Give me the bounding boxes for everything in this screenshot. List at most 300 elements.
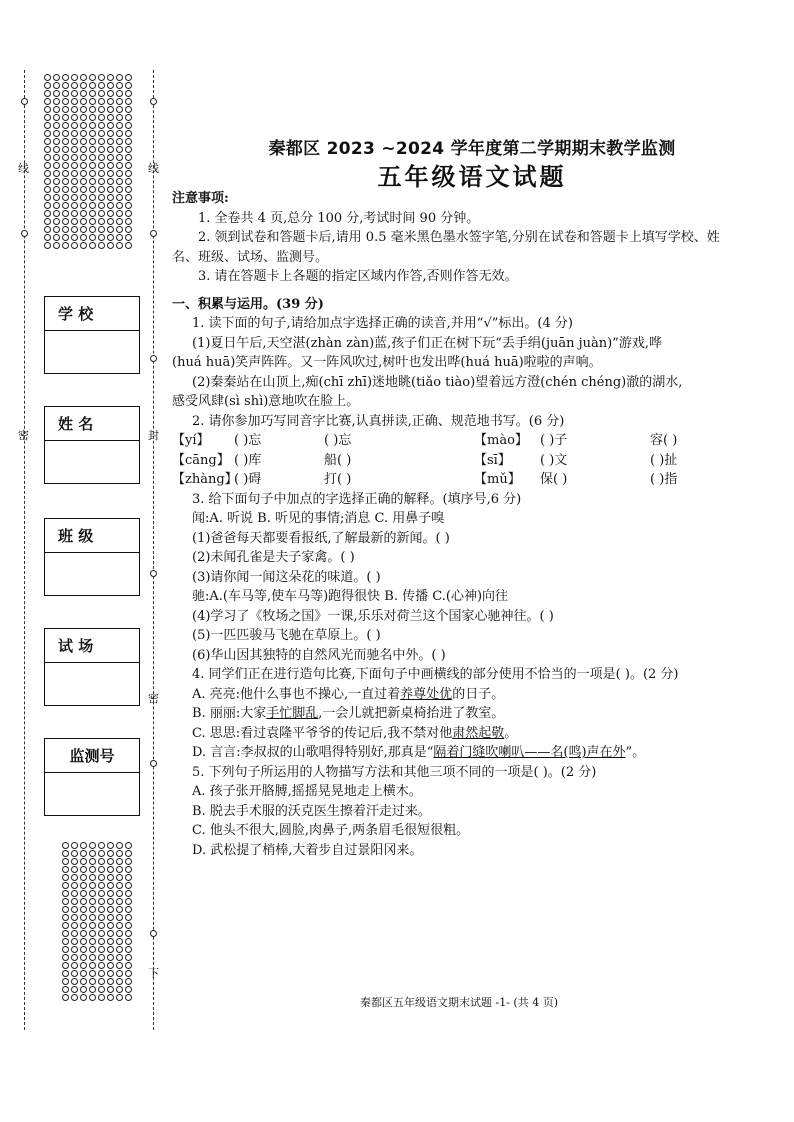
option-c: C. 他头不很大,圆脸,肉鼻子,两条眉毛很短很粗。: [192, 823, 470, 838]
seal-dot: [98, 130, 105, 137]
seal-dot: [62, 922, 69, 929]
seal-dot: [71, 210, 78, 217]
seal-dot: [116, 234, 123, 241]
question-stem: 5. 下列句子所运用的人物描写方法和其他三项不同的一项是( )。(2 分): [192, 764, 597, 780]
seal-dot: [116, 106, 123, 113]
seal-dot: [71, 234, 78, 241]
seal-dot: [98, 210, 105, 217]
seal-dot: [89, 994, 96, 1001]
seal-dot: [44, 130, 51, 137]
seal-dot: [98, 938, 105, 945]
question-item: (6)华山因其独特的自然风光而驰名中外。( ): [192, 647, 446, 663]
seal-dot: [98, 226, 105, 233]
seal-dot: [62, 978, 69, 985]
seal-dot: [89, 914, 96, 921]
seal-dot: [98, 74, 105, 81]
blank-cell[interactable]: ( )子: [540, 433, 568, 448]
blank-cell[interactable]: ( )库: [234, 452, 262, 468]
seal-dot: [98, 930, 105, 937]
seal-dot: [125, 922, 132, 929]
seal-dot: [44, 146, 51, 153]
blank-cell[interactable]: ( )指: [650, 472, 678, 487]
seal-dot: [107, 962, 114, 969]
seal-dot: [107, 874, 114, 881]
cut-label-fold: 密: [148, 692, 159, 705]
seal-dot: [89, 178, 96, 185]
seal-dot: [53, 226, 60, 233]
seal-dot: [80, 122, 87, 129]
seal-dot: [98, 850, 105, 857]
seal-dot: [80, 930, 87, 937]
seal-dot: [80, 114, 87, 121]
seal-dot: [107, 210, 114, 217]
seal-dot: [116, 154, 123, 161]
cut-label-line: 线: [18, 162, 29, 175]
seal-dot: [53, 122, 60, 129]
seal-dot: [80, 938, 87, 945]
seal-dot: [44, 178, 51, 185]
exam-room-field[interactable]: [44, 628, 140, 706]
school-field[interactable]: [44, 296, 140, 374]
blank-cell[interactable]: 打( ): [324, 472, 352, 487]
seal-dot: [107, 242, 114, 249]
seal-dot: [125, 170, 132, 177]
seal-dot: [44, 98, 51, 105]
seal-dot: [44, 122, 51, 129]
seal-dot: [80, 130, 87, 137]
cut-label-fold: 密: [18, 429, 29, 442]
seal-dot: [44, 82, 51, 89]
seal-dot: [71, 882, 78, 889]
seal-dot: [116, 954, 123, 961]
seal-dot: [125, 962, 132, 969]
seal-dot: [71, 866, 78, 873]
seal-dot: [71, 202, 78, 209]
seal-dot: [89, 954, 96, 961]
seal-dot: [125, 954, 132, 961]
seal-dot: [62, 162, 69, 169]
blank-cell[interactable]: 船( ): [324, 452, 352, 468]
seal-dot: [125, 194, 132, 201]
seal-dot: [80, 986, 87, 993]
blank-cell[interactable]: ( )碍: [234, 472, 262, 487]
seal-dot: [89, 194, 96, 201]
option-d: D. 言言:李叔叔的山歌唱得特别好,那真是“隔着门缝吹喇叭——名(鸣)声在外”。: [192, 745, 646, 760]
seal-dot: [89, 146, 96, 153]
seal-dot: [125, 882, 132, 889]
seal-dot: [116, 114, 123, 121]
seal-dot: [125, 874, 132, 881]
cut-mark: [150, 230, 157, 237]
monitor-number-label: 监测号: [45, 739, 139, 773]
seal-dot: [62, 106, 69, 113]
seal-dot: [53, 154, 60, 161]
seal-dot: [53, 242, 60, 249]
seal-dot: [125, 970, 132, 977]
homophone-row: [172, 470, 772, 490]
seal-dot: [62, 850, 69, 857]
seal-dot: [107, 994, 114, 1001]
seal-dot: [44, 114, 51, 121]
seal-dot: [125, 914, 132, 921]
seal-dot: [89, 986, 96, 993]
seal-dot: [71, 146, 78, 153]
seal-dot: [125, 842, 132, 849]
seal-dot: [62, 234, 69, 241]
seal-dot: [71, 218, 78, 225]
cut-mark: [150, 760, 157, 767]
seal-dot: [62, 178, 69, 185]
seal-dot: [71, 226, 78, 233]
question-item: (1)爸爸每天都要看报纸,了解最新的新闻。( ): [192, 530, 450, 546]
question-line: 感受风肆(sì shì)意地吹在脸上。: [172, 394, 360, 409]
seal-dot: [62, 906, 69, 913]
blank-cell[interactable]: ( )文: [540, 452, 568, 468]
seal-dot: [80, 186, 87, 193]
seal-dot: [53, 218, 60, 225]
seal-dot: [62, 202, 69, 209]
seal-dot: [89, 242, 96, 249]
seal-dot: [80, 218, 87, 225]
notice-item: 2. 领到试卷和答题卡后,请用 0.5 毫米黑色墨水签字笔,分别在试卷和答题卡上填写学校、姓: [198, 230, 720, 245]
seal-dot: [71, 98, 78, 105]
seal-dots-bottom: [62, 842, 132, 1001]
seal-dot: [80, 98, 87, 105]
seal-dot: [44, 162, 51, 169]
option-d: D. 武松提了梢棒,大着步自过景阳冈来。: [192, 842, 423, 858]
question-item: (2)未闻孔雀是夫子家禽。( ): [192, 550, 355, 565]
seal-dot: [98, 978, 105, 985]
seal-dot: [125, 90, 132, 97]
seal-dot: [80, 202, 87, 209]
seal-dot: [125, 98, 132, 105]
seal-dot: [98, 242, 105, 249]
seal-dot: [125, 890, 132, 897]
seal-dot: [62, 194, 69, 201]
seal-dot: [62, 866, 69, 873]
seal-dot: [116, 946, 123, 953]
seal-dot: [53, 170, 60, 177]
seal-dot: [107, 194, 114, 201]
seal-dot: [89, 882, 96, 889]
page-footer: 秦都区五年级语文期末试题 -1- (共 4 页): [360, 996, 558, 1009]
seal-dot: [98, 970, 105, 977]
seal-dot: [62, 890, 69, 897]
name-field[interactable]: [44, 406, 140, 484]
seal-dot: [62, 98, 69, 105]
seal-dot: [89, 90, 96, 97]
question-stem: 4. 同学们正在进行造句比赛,下面句子中画横线的部分使用不恰当的一项是( )。(2 分): [192, 667, 679, 682]
question-item: (5)一匹匹骏马飞驰在草原上。( ): [192, 628, 381, 643]
seal-dot: [107, 162, 114, 169]
seal-dot: [116, 962, 123, 969]
seal-dot: [89, 874, 96, 881]
seal-dot: [116, 858, 123, 865]
seal-dot: [116, 194, 123, 201]
seal-dot: [62, 994, 69, 1001]
seal-dot: [98, 98, 105, 105]
seal-dot: [125, 154, 132, 161]
seal-dot: [44, 74, 51, 81]
monitor-number-field[interactable]: [44, 738, 140, 816]
seal-dot: [53, 90, 60, 97]
seal-dot: [80, 106, 87, 113]
seal-dot: [71, 90, 78, 97]
question-stem: 3. 给下面句子中加点的字选择正确的解释。(填序号,6 分): [192, 491, 522, 507]
seal-dot: [44, 138, 51, 145]
seal-dot: [71, 954, 78, 961]
seal-dot: [107, 858, 114, 865]
seal-dot: [107, 178, 114, 185]
seal-dot: [125, 906, 132, 913]
seal-dot: [71, 858, 78, 865]
seal-dot: [107, 930, 114, 937]
seal-dot: [80, 858, 87, 865]
pinyin-cell: 【mào】: [474, 433, 528, 448]
blank-cell[interactable]: 容( ): [650, 433, 678, 448]
seal-dot: [98, 898, 105, 905]
seal-dot: [80, 898, 87, 905]
seal-dot: [71, 130, 78, 137]
seal-dot: [80, 842, 87, 849]
seal-dot: [107, 898, 114, 905]
seal-dot: [116, 130, 123, 137]
seal-dot: [107, 906, 114, 913]
option-b: B. 脱去手术服的沃克医生擦着汗走过来。: [192, 803, 431, 819]
seal-dot: [71, 162, 78, 169]
homophone-row: [172, 431, 772, 451]
seal-dot: [44, 170, 51, 177]
seal-dot: [89, 962, 96, 969]
school-label: 学 校: [45, 297, 139, 331]
seal-dot: [89, 906, 96, 913]
seal-dot: [107, 866, 114, 873]
seal-dot: [98, 234, 105, 241]
seal-dot: [62, 226, 69, 233]
seal-dot: [80, 234, 87, 241]
seal-dot: [125, 146, 132, 153]
seal-dot: [44, 90, 51, 97]
seal-dot: [116, 938, 123, 945]
seal-dot: [44, 202, 51, 209]
seal-dot: [98, 138, 105, 145]
seal-dot: [98, 114, 105, 121]
seal-dot: [98, 90, 105, 97]
blank-cell[interactable]: ( )忘: [234, 433, 262, 448]
seal-dot: [62, 122, 69, 129]
seal-dot: [89, 74, 96, 81]
seal-dot: [125, 234, 132, 241]
seal-dot: [107, 98, 114, 105]
seal-dot: [98, 858, 105, 865]
seal-dot: [89, 154, 96, 161]
seal-dot: [89, 162, 96, 169]
seal-dot: [44, 226, 51, 233]
notice-item: 3. 请在答题卡上各题的指定区域内作答,否则作答无效。: [198, 269, 518, 284]
seal-dot: [53, 82, 60, 89]
seal-dot: [71, 986, 78, 993]
seal-dot: [125, 210, 132, 217]
seal-dot: [71, 914, 78, 921]
seal-dot: [44, 218, 51, 225]
seal-dot: [125, 866, 132, 873]
option-a: A. 孩子张开胳膊,摇摇晃晃地走上横木。: [192, 784, 422, 799]
seal-dot: [116, 90, 123, 97]
seal-dot: [80, 954, 87, 961]
seal-dot: [71, 178, 78, 185]
seal-dot: [116, 842, 123, 849]
seal-dot: [116, 226, 123, 233]
seal-dot: [62, 954, 69, 961]
seal-dot: [125, 178, 132, 185]
seal-dot: [89, 82, 96, 89]
homophone-row: [172, 451, 772, 471]
seal-dot: [89, 850, 96, 857]
seal-dot: [89, 170, 96, 177]
seal-dot: [125, 138, 132, 145]
seal-dot: [125, 978, 132, 985]
class-field[interactable]: [44, 518, 140, 596]
seal-dot: [44, 194, 51, 201]
seal-dot: [107, 106, 114, 113]
seal-dot: [107, 882, 114, 889]
seal-dot: [107, 146, 114, 153]
seal-dot: [89, 234, 96, 241]
seal-dot: [89, 114, 96, 121]
seal-dot: [53, 146, 60, 153]
seal-dot: [98, 946, 105, 953]
cut-mark: [150, 930, 157, 937]
seal-dot: [71, 154, 78, 161]
seal-dot: [89, 898, 96, 905]
seal-dot: [125, 130, 132, 137]
cut-label-bottom: 下: [148, 967, 159, 980]
seal-dot: [44, 154, 51, 161]
seal-dot: [89, 186, 96, 193]
cut-mark: [21, 98, 28, 105]
seal-dot: [107, 170, 114, 177]
seal-dot: [80, 138, 87, 145]
seal-dot: [125, 218, 132, 225]
seal-dot: [89, 98, 96, 105]
seal-dot: [125, 850, 132, 857]
cut-label-line: 线: [148, 162, 159, 175]
seal-dot: [107, 986, 114, 993]
seal-dot: [116, 162, 123, 169]
seal-dot: [98, 202, 105, 209]
seal-dot: [71, 114, 78, 121]
option-b: B. 丽丽:大家手忙脚乱,一会儿就把新桌椅抬进了教室。: [192, 706, 505, 721]
seal-dot: [125, 106, 132, 113]
seal-dot: [44, 234, 51, 241]
cut-mark: [150, 570, 157, 577]
seal-dot: [62, 858, 69, 865]
seal-dot: [80, 194, 87, 201]
seal-dot: [116, 210, 123, 217]
cut-label-seal: 封: [148, 429, 159, 442]
seal-dot: [71, 922, 78, 929]
seal-dot: [62, 138, 69, 145]
seal-dot: [107, 202, 114, 209]
seal-dot: [107, 842, 114, 849]
seal-dot: [80, 210, 87, 217]
seal-dot: [80, 978, 87, 985]
seal-dot: [125, 162, 132, 169]
seal-dot: [125, 82, 132, 89]
seal-dot: [89, 922, 96, 929]
seal-dot: [89, 858, 96, 865]
seal-dot: [107, 226, 114, 233]
seal-dot: [71, 890, 78, 897]
seal-dot: [89, 210, 96, 217]
seal-dot: [89, 218, 96, 225]
question-line: (2)秦秦站在山顶上,痴(chī zhī)迷地眺(tiǎo tiào)望着远方澄(chén chéng)澈的湖水,: [192, 374, 683, 390]
seal-dot: [53, 106, 60, 113]
seal-dot: [62, 986, 69, 993]
seal-dot: [62, 882, 69, 889]
seal-dot: [62, 970, 69, 977]
seal-dot: [44, 106, 51, 113]
seal-dot: [107, 122, 114, 129]
seal-dot: [98, 922, 105, 929]
seal-dot: [116, 970, 123, 977]
seal-dot: [98, 986, 105, 993]
seal-dot: [80, 242, 87, 249]
seal-dot: [89, 842, 96, 849]
blank-cell[interactable]: ( )忘: [324, 433, 352, 448]
notice-item: 1. 全卷共 4 页,总分 100 分,考试时间 90 分钟。: [198, 210, 480, 226]
seal-dot: [125, 946, 132, 953]
seal-dot: [71, 970, 78, 977]
question-item: (4)学习了《牧场之国》一课,乐乐对荷兰这个国家心驰神往。( ): [192, 608, 554, 624]
blank-cell[interactable]: ( )扯: [650, 452, 678, 468]
seal-dot: [116, 922, 123, 929]
blank-cell[interactable]: 保( ): [540, 472, 568, 487]
seal-dot: [62, 898, 69, 905]
option-c: C. 思思:看过袁隆平爷爷的传记后,我不禁对他肃然起敬。: [192, 725, 518, 741]
seal-dot: [125, 898, 132, 905]
seal-dot: [98, 994, 105, 1001]
option-a: A. 亮亮:他什么事也不操心,一直过着养尊处优的日子。: [192, 686, 505, 702]
seal-dot: [80, 226, 87, 233]
seal-dot: [125, 122, 132, 129]
seal-dot: [116, 138, 123, 145]
seal-dot: [62, 74, 69, 81]
seal-dot: [80, 850, 87, 857]
seal-dot: [98, 186, 105, 193]
seal-dot: [62, 170, 69, 177]
seal-dot: [89, 970, 96, 977]
seal-dot: [125, 114, 132, 121]
seal-dot: [80, 914, 87, 921]
notice-item: 名、班级、试场、监测号。: [172, 249, 329, 265]
seal-dot: [116, 122, 123, 129]
seal-dot: [71, 186, 78, 193]
seal-dot: [107, 938, 114, 945]
seal-dot: [107, 130, 114, 137]
seal-dot: [71, 938, 78, 945]
seal-dot: [71, 850, 78, 857]
seal-dot: [98, 890, 105, 897]
seal-dot: [107, 922, 114, 929]
question-line: (huá huā)笑声阵阵。又一阵风吹过,树叶也发出哗(huá huā)啦啦的声响。: [172, 355, 602, 370]
seal-dot: [44, 186, 51, 193]
seal-dot: [98, 218, 105, 225]
seal-dot: [44, 242, 51, 249]
seal-dot: [107, 234, 114, 241]
seal-dot: [98, 906, 105, 913]
seal-dot: [98, 882, 105, 889]
